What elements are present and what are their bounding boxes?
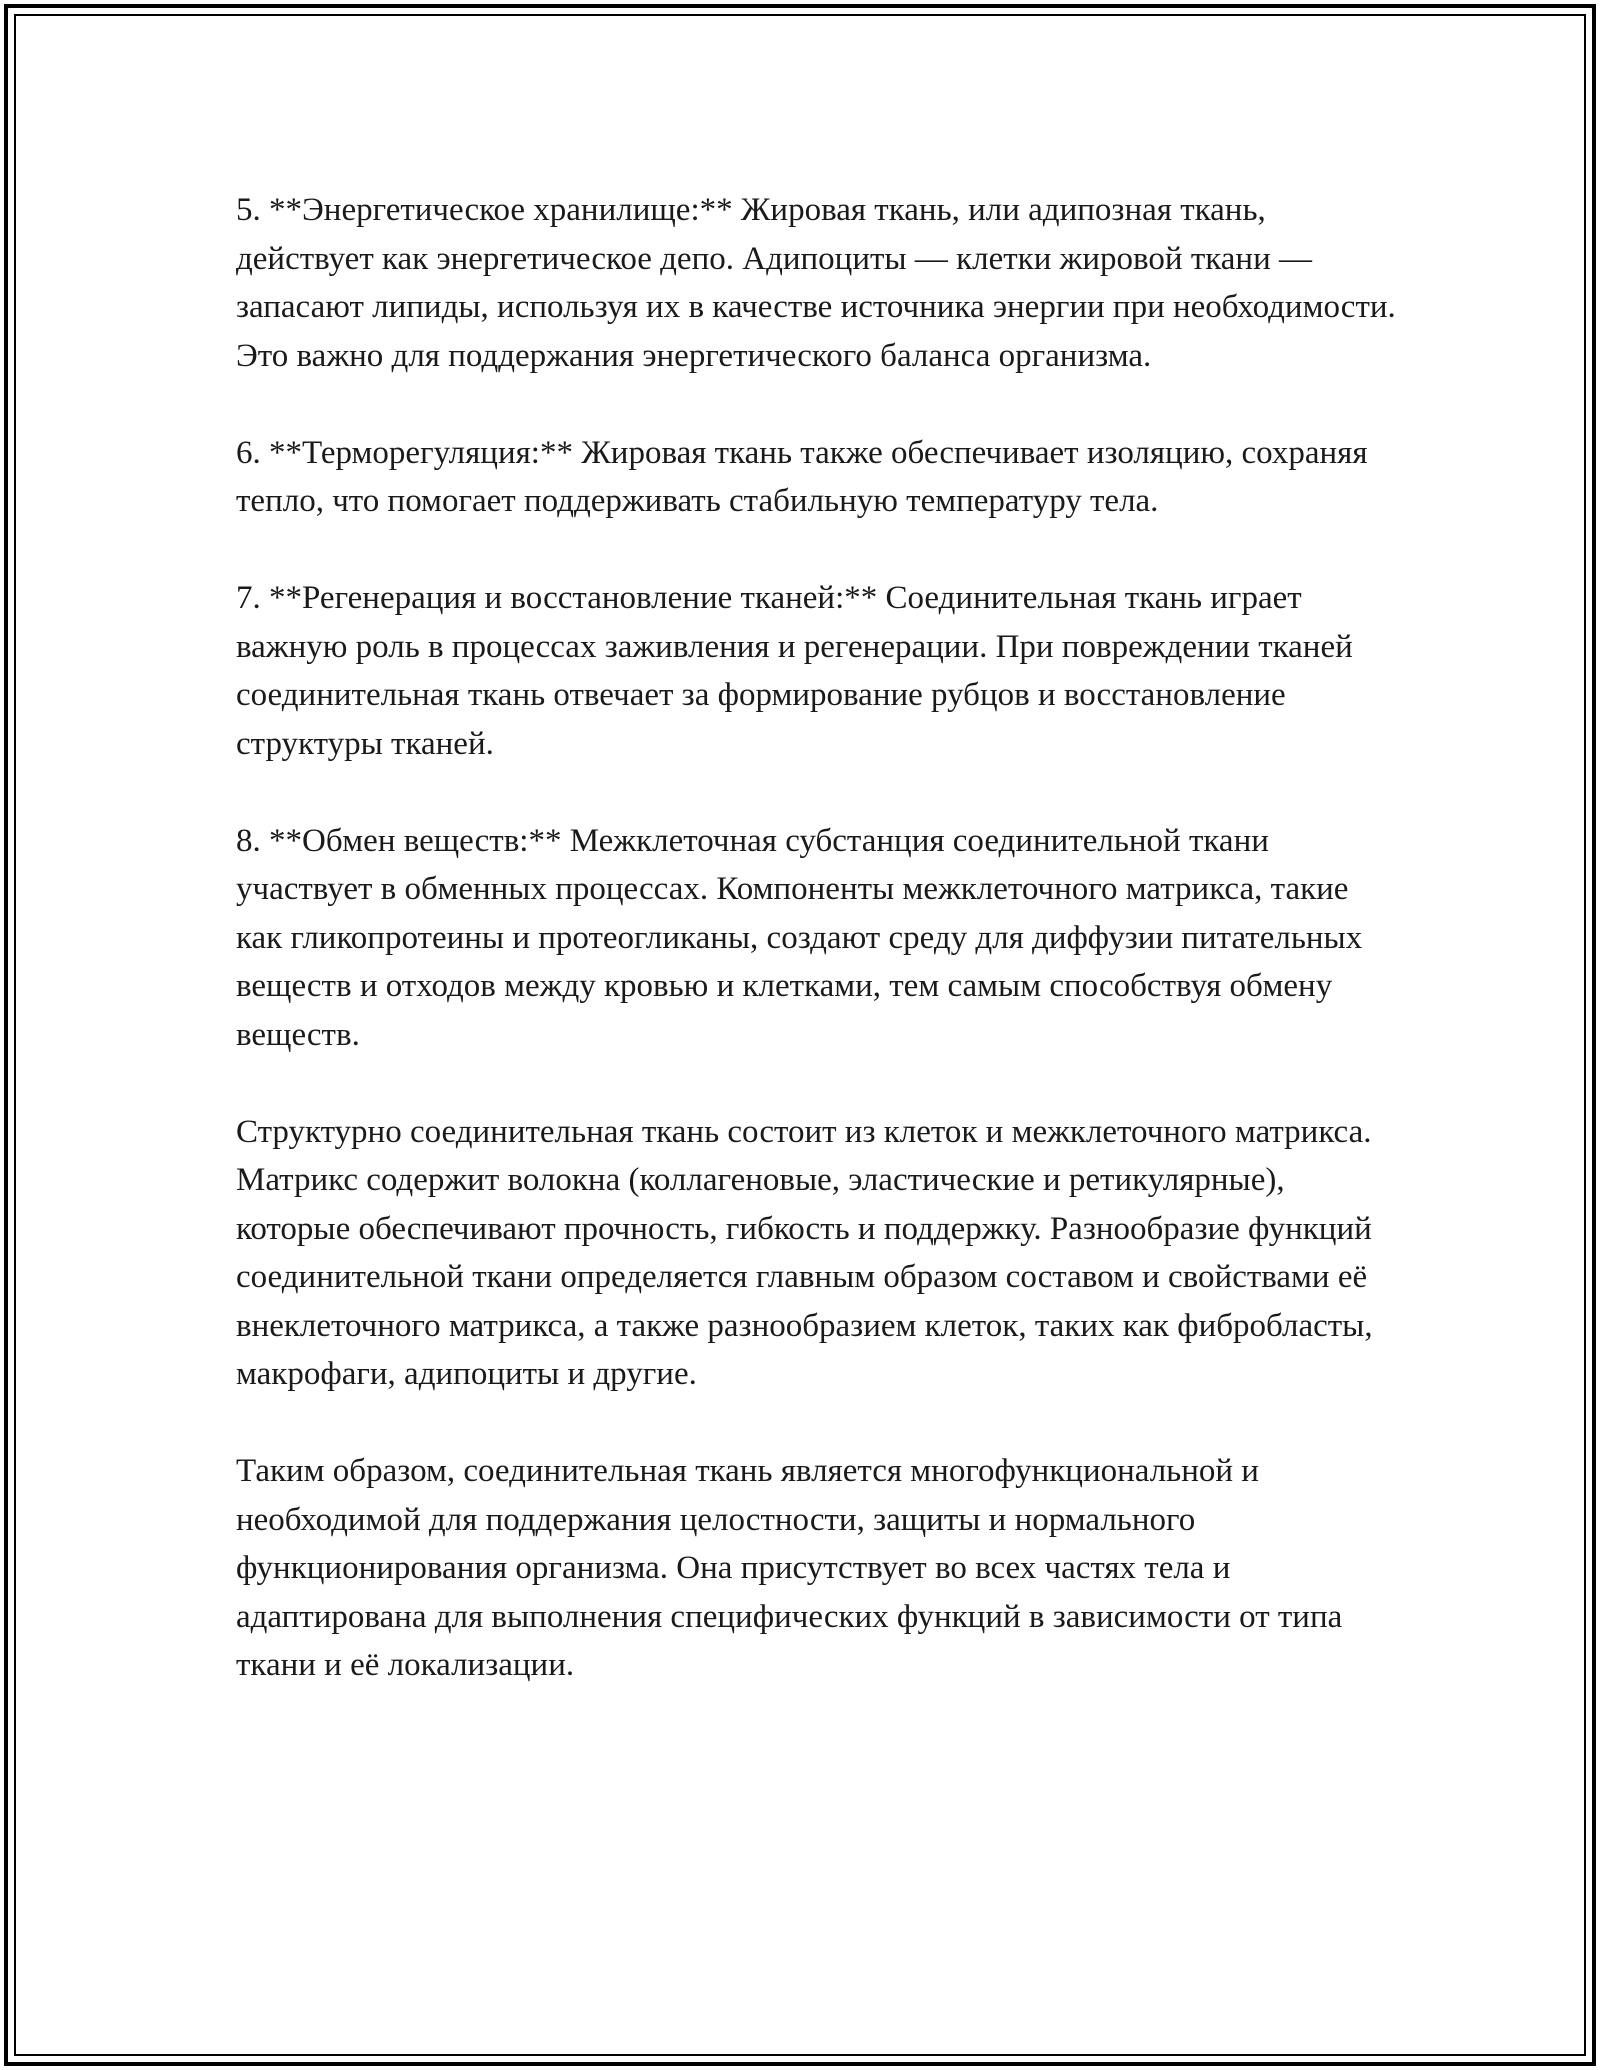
- paragraph-structure: Структурно соединительная ткань состоит из клеток и межклеточного матрикса. Матрикс содержит волокна (коллагеновые, эластические и ретикулярные), которые обеспечивают прочность, гибкость и поддержку. Разнообразие функций соединительной ткани определяется главным образом составом и свойствами её внеклеточного матрикса, а также разнообразием клеток, таких как фибробласты, макрофаги, адипоциты и другие.: [236, 1113, 1373, 1392]
- paragraph-metabolism: 8. **Обмен веществ:** Межклеточная субстанция соединительной ткани участвует в обменных процессах. Компоненты межклеточного матрикса, такие как гликопротеины и протеогликаны, создают среду для диффузии питательных веществ и отходов между кровью и клетками, тем самым способствуя обмену веществ.: [236, 822, 1363, 1053]
- paragraph-conclusion: Таким образом, соединительная ткань является многофункциональной и необходимой для поддержания целостности, защиты и нормального функционирования организма. Она присутствует во всех частях тела и адаптирована для выполнения специфических функций в зависимости от типа ткани и её локализации.: [236, 1453, 1343, 1683]
- paragraph-energy-storage: 5. **Энергетическое хранилище:** Жировая ткань, или адипозная ткань, действует как энергетическое депо. Адипоциты — клетки жировой ткани — запасают липиды, используя их в качестве источника энергии при необходимости. Это важно для поддержания энергетического баланса организма.: [236, 192, 1396, 374]
- paragraph-thermoregulation: 6. **Терморегуляция:** Жировая ткань также обеспечивает изоляцию, сохраняя тепло, что помогает поддерживать стабильную температуру тела.: [236, 434, 1368, 519]
- document-body: [236, 186, 1396, 1690]
- paragraph-regeneration: 7. **Регенерация и восстановление тканей:** Соединительная ткань играет важную роль в процессах заживления и регенерации. При повреждении тканей соединительная ткань отвечает за формирование рубцов и восстановление структуры тканей.: [236, 580, 1353, 762]
